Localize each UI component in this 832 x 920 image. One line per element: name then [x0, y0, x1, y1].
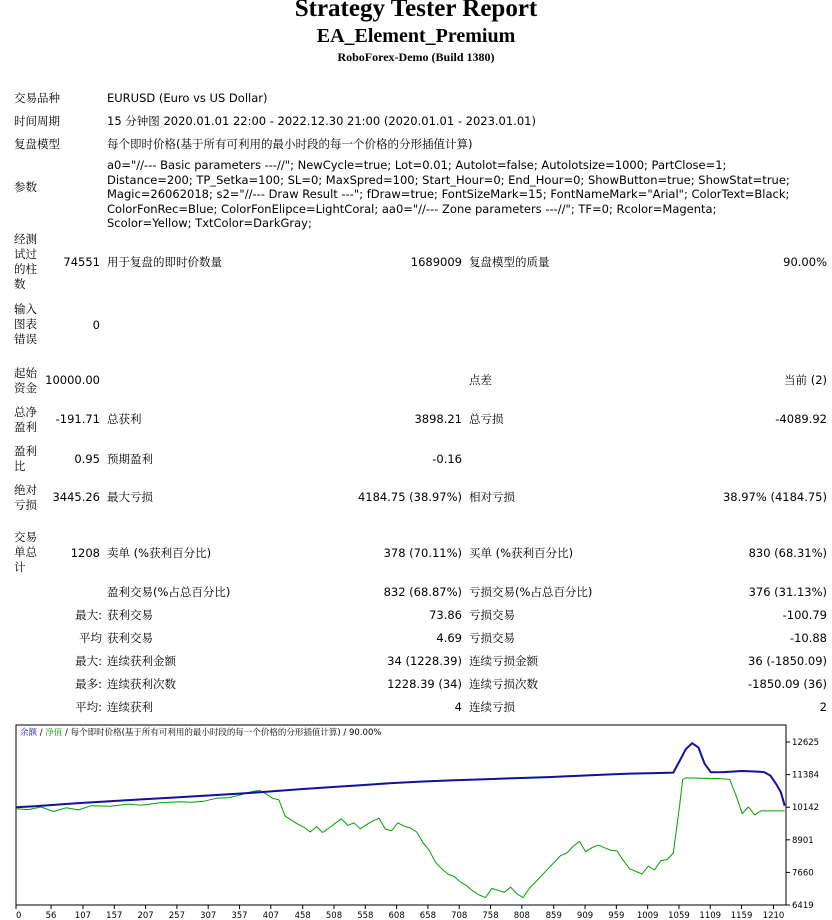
model-label: 复盘模型 — [14, 137, 60, 151]
x-tick-label: 1210 — [762, 911, 785, 920]
avg-loss-label: 亏损交易 — [469, 631, 515, 645]
payoff-value: -0.16 — [432, 452, 462, 466]
avg-profit-value: 4.69 — [436, 631, 462, 645]
avg-loss-value: -10.88 — [789, 631, 827, 645]
largest-loss-value: -100.79 — [782, 608, 827, 622]
symbol-value: EURUSD (Euro vs US Dollar) — [107, 91, 268, 105]
legend-balance: 余额 — [20, 728, 38, 738]
max-cons-loss-value: -1850.09 (36) — [748, 677, 827, 691]
long-positions-label: 买单 (%获利百分比) — [469, 546, 574, 560]
avg-cons-losses-value: 2 — [819, 700, 827, 714]
x-tick-label: 157 — [106, 911, 123, 920]
chart-background — [0, 720, 832, 920]
errors-label: 输入图表错误 — [14, 302, 37, 346]
bars-label: 经测试过的柱数 — [14, 232, 37, 291]
largest-profit-value: 73.86 — [429, 608, 462, 622]
x-tick-label: 959 — [608, 911, 625, 920]
total-trades-value: 1208 — [70, 546, 100, 560]
x-tick-label: 207 — [137, 911, 154, 920]
report-title: Strategy Tester Report — [294, 0, 538, 22]
profit-trades-value: 832 (68.87%) — [383, 585, 462, 599]
y-tick-label: 8901 — [792, 835, 814, 846]
max-cons-wins-label: 连续获利金额 — [107, 654, 176, 668]
y-tick-label: 6419 — [792, 901, 814, 911]
max-cons-losses-value: 36 (-1850.09) — [748, 654, 827, 668]
gross-loss-value: -4089.92 — [775, 412, 827, 426]
model-value: 每个即时价格(基于所有可利用的最小时段的每一个价格的分形插值计算) — [107, 137, 473, 151]
errors-value: 0 — [92, 318, 100, 332]
x-tick-label: 407 — [262, 911, 279, 920]
profit-factor-label: 盈利比 — [14, 444, 37, 473]
net-profit-label: 总净盈利 — [14, 405, 37, 434]
avg-profit-label: 获利交易 — [107, 631, 153, 645]
largest-profit-label: 获利交易 — [107, 608, 153, 622]
x-tick-label: 458 — [294, 911, 311, 920]
short-positions-label: 卖单 (%获利百分比) — [107, 546, 212, 560]
expert-name: EA_Element_Premium — [316, 25, 516, 47]
params-value: a0="//--- Basic parameters ---//"; NewCycle=true; Lot=0.01; Autolot=false; Autolotsize=1000; PartClose=1; Distance=200; TP_Setka=100; SL=0; MaxSpred=100; Start_Hour=0; End_Hour=0; ShowButton=true; ShowStat=true; Magic=26062018; s2="//--- Draw Result ---"; fDraw=true; FontSizeMark=15; FontNameMark="Arial"; ColorText=Black; ColorFonRec=Blue; ColorFonElipce=LightCoral; aa0="//--- Zone parameters ---//"; TF=0; Rcolor=Magenta; Scolor=Yellow; TxtColor=DarkGray; — [107, 158, 790, 230]
profit-factor-value: 0.95 — [74, 452, 100, 466]
x-tick-label: 808 — [513, 911, 530, 920]
y-tick-label: 12625 — [792, 738, 820, 748]
x-tick-label: 508 — [325, 911, 343, 920]
x-tick-label: 1009 — [636, 911, 659, 920]
abs-drawdown-value: 3445.26 — [52, 490, 100, 504]
loss-trades-value: 376 (31.13%) — [748, 585, 827, 599]
x-tick-label: 0 — [16, 911, 22, 920]
x-tick-label: 257 — [168, 911, 186, 920]
deposit-value: 10000.00 — [45, 373, 100, 387]
rel-drawdown-value: 38.97% (4184.75) — [722, 490, 827, 504]
max-cons-wins-value: 34 (1228.39) — [387, 654, 462, 668]
y-tick-label: 7660 — [792, 868, 814, 879]
ticks-label: 用于复盘的即时价数量 — [107, 255, 222, 269]
loss-trades-label: 亏损交易(%占总百分比) — [469, 585, 593, 599]
x-tick-label: 909 — [576, 911, 594, 920]
abs-drawdown-label: 绝对亏损 — [14, 483, 37, 512]
profit-trades-label: 盈利交易(%占总百分比) — [107, 585, 231, 599]
max-cons-profit-label: 连续获利次数 — [107, 677, 176, 691]
net-profit-value: -191.71 — [55, 412, 100, 426]
max-cons-loss-label: 连续亏损次数 — [469, 677, 538, 691]
y-tick-label: 11384 — [792, 770, 820, 781]
long-positions-value: 830 (68.31%) — [748, 546, 827, 560]
symbol-label: 交易品种 — [14, 91, 60, 105]
max-consecutive-prefix: 最大: — [75, 654, 102, 668]
period-value: 15 分钟图 2020.01.01 22:00 - 2022.12.30 21:00 (2020.01.01 - 2023.01.01) — [107, 114, 536, 128]
legend-quality: 90.00% — [349, 728, 382, 738]
legend-equity: 净值 — [45, 728, 63, 738]
gross-profit-label: 总获利 — [107, 412, 142, 426]
deposit-label: 起始资金 — [14, 366, 37, 395]
x-tick-label: 1159 — [730, 911, 753, 920]
balance-equity-chart — [0, 720, 832, 920]
x-tick-label: 758 — [482, 911, 499, 920]
quality-label: 复盘模型的质量 — [469, 255, 550, 269]
max-cons-losses-label: 连续亏损金额 — [469, 654, 538, 668]
x-tick-label: 1059 — [668, 911, 690, 920]
period-label: 时间周期 — [14, 114, 60, 128]
bars-value: 74551 — [63, 255, 100, 269]
ticks-value: 1689009 — [410, 255, 462, 269]
legend-model: 每个即时价格(基于所有可利用的最小时段的每一个价格的分形插值计算) — [70, 728, 341, 738]
quality-value: 90.00% — [783, 255, 827, 269]
average-prefix: 平均 — [79, 631, 102, 645]
y-tick-label: 10142 — [792, 803, 820, 814]
short-positions-value: 378 (70.11%) — [383, 546, 462, 560]
x-tick-label: 658 — [419, 911, 437, 920]
x-tick-label: 307 — [200, 911, 217, 920]
avg-cons-wins-value: 4 — [454, 700, 462, 714]
max-drawdown-label: 最大亏损 — [107, 490, 153, 504]
spread-label: 点差 — [469, 373, 492, 387]
total-trades-label: 交易单总计 — [14, 530, 37, 574]
largest-prefix: 最大: — [75, 608, 102, 622]
largest-loss-label: 亏损交易 — [469, 608, 515, 622]
gross-loss-label: 总亏损 — [469, 412, 504, 426]
avg-cons-wins-label: 连续获利 — [107, 700, 153, 714]
max-drawdown-value: 4184.75 (38.97%) — [357, 490, 462, 504]
maximal-prefix: 最多: — [75, 677, 102, 691]
server-info: RoboForex-Demo (Build 1380) — [337, 50, 495, 64]
x-tick-label: 708 — [451, 911, 468, 920]
rel-drawdown-label: 相对亏损 — [469, 490, 515, 504]
avg-consecutive-prefix: 平均: — [75, 700, 102, 714]
legend-separator-1: / — [37, 728, 46, 738]
x-tick-label: 357 — [231, 911, 248, 920]
spread-value: 当前 (2) — [784, 373, 827, 387]
params-label: 参数 — [14, 180, 37, 194]
gross-profit-value: 3898.21 — [414, 412, 462, 426]
payoff-label: 预期盈利 — [107, 452, 153, 466]
chart-legend — [20, 727, 381, 738]
x-tick-label: 107 — [74, 911, 92, 920]
x-tick-label: 56 — [45, 911, 57, 920]
legend-separator-2: / — [62, 728, 71, 738]
x-tick-label: 558 — [357, 911, 374, 920]
max-cons-profit-value: 1228.39 (34) — [387, 677, 462, 691]
x-tick-label: 1109 — [699, 911, 722, 920]
x-tick-label: 859 — [545, 911, 562, 920]
avg-cons-losses-label: 连续亏损 — [469, 700, 515, 714]
legend-separator-3: / — [340, 728, 350, 738]
x-tick-label: 608 — [388, 911, 405, 920]
